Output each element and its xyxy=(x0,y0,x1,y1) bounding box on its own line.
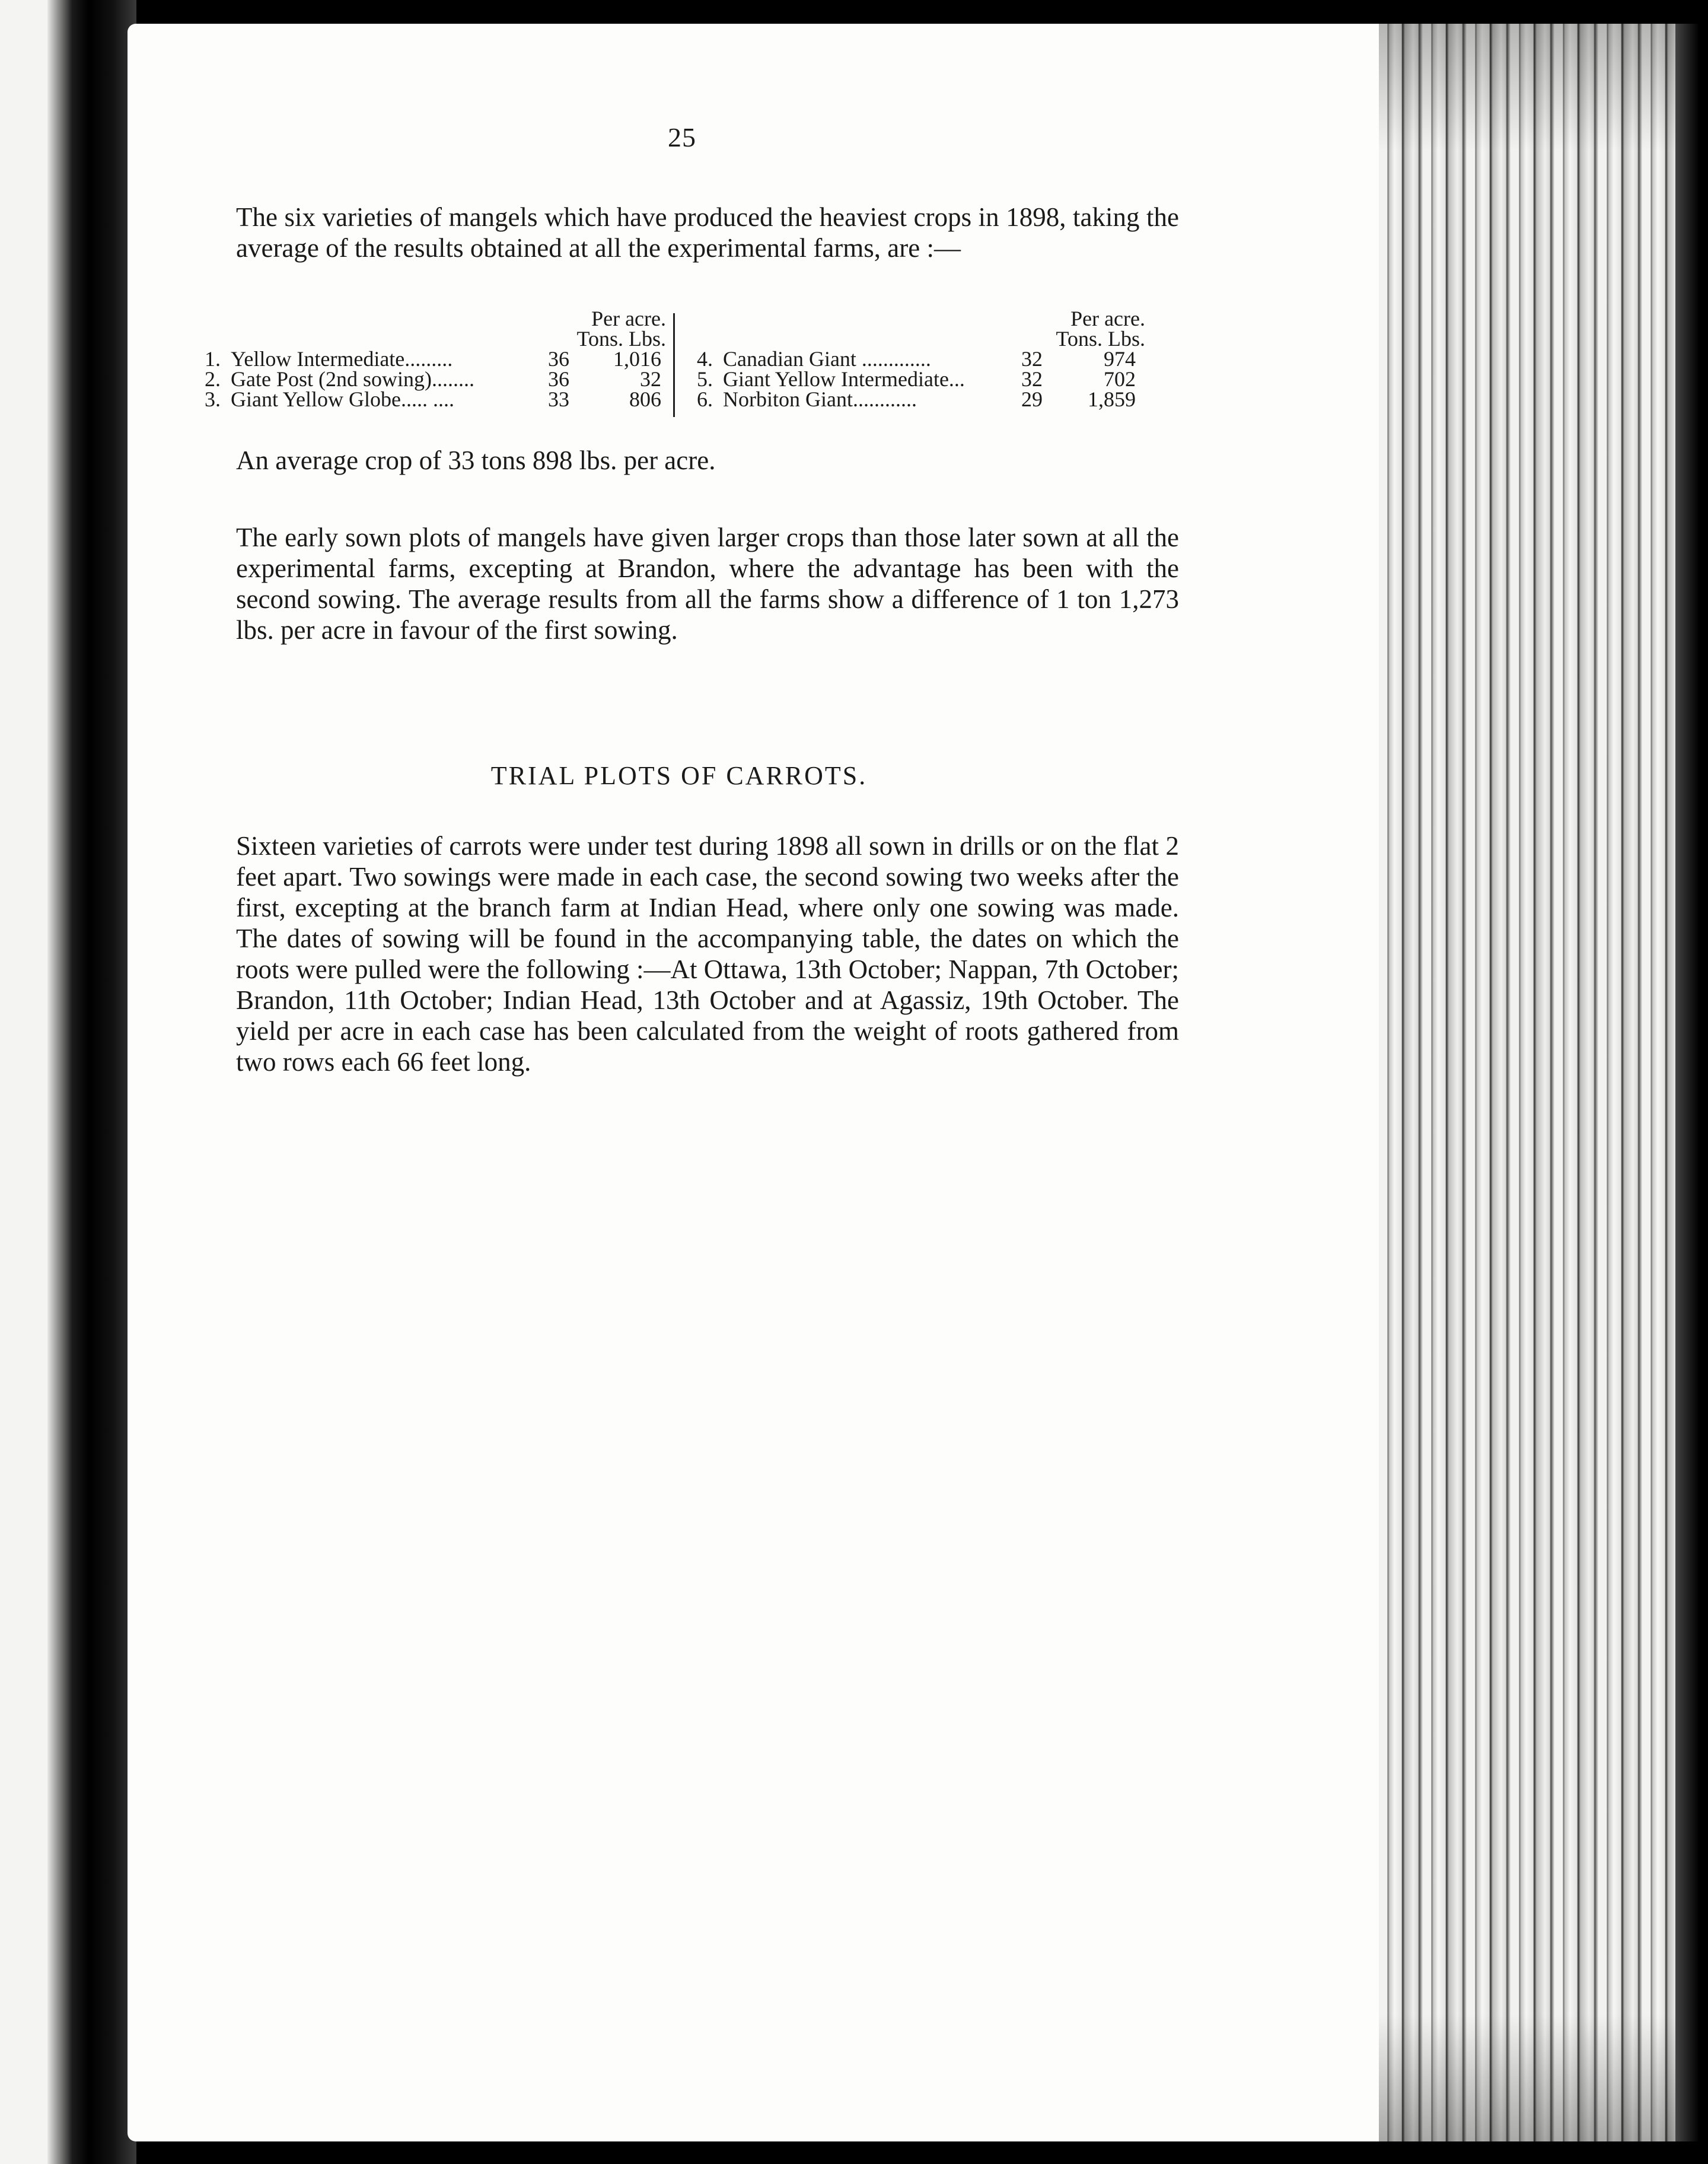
column-subheader: Tons. Lbs. xyxy=(576,327,666,351)
row-number: 5. xyxy=(697,367,713,391)
sowing-paragraph: The early sown plots of mangels have given larger crops than those later sown at all the experimental farms, excepting at Brandon, where the advantage has been with the second sowing. The average results from all the farms show a difference of 1 ton 1,273 lbs. per acre in favour of the first sowing. xyxy=(236,523,1179,645)
lbs-value: 1,016 xyxy=(613,347,661,371)
lbs-value: 806 xyxy=(629,387,661,411)
tons-value: 32 xyxy=(1021,367,1043,391)
facing-page-edge xyxy=(0,0,89,2164)
lbs-value: 702 xyxy=(1104,367,1136,391)
varieties-column-right xyxy=(684,308,1152,419)
lbs-value: 32 xyxy=(640,367,661,391)
page-edges xyxy=(1379,24,1699,2141)
variety-name: Gate Post (2nd sowing)........ xyxy=(231,367,474,391)
table-row xyxy=(684,369,1152,389)
intro-paragraph: The six varieties of mangels which have produced the heaviest crops in 1898, taking the average of the results obtained at all the experimental farms, are :— xyxy=(236,202,1179,263)
section-heading: TRIAL PLOTS OF CARROTS. xyxy=(490,761,868,790)
variety-name: Norbiton Giant............ xyxy=(723,387,917,411)
tons-value: 29 xyxy=(1021,387,1043,411)
table-row xyxy=(684,349,1152,369)
row-number: 4. xyxy=(697,347,713,371)
column-header: Per acre. xyxy=(1070,307,1145,330)
column-subheader: Tons. Lbs. xyxy=(1056,327,1145,351)
tons-value: 36 xyxy=(548,347,569,371)
tons-value: 33 xyxy=(548,387,569,411)
table-row xyxy=(205,349,673,369)
table-row xyxy=(684,389,1152,409)
column-header: Per acre. xyxy=(591,307,666,330)
row-number: 1. xyxy=(205,347,221,371)
lbs-value: 974 xyxy=(1104,347,1136,371)
carrots-paragraph: Sixteen varieties of carrots were under test during 1898 all sown in drills or on the flat 2 feet apart. Two sowings were made in each case, the second sowing two weeks after the first, excepting at the branch farm at Indian Head, where only one sowing was made. The dates of sowing will be found in the accompanying table, the dates on which the roots were pulled were the following :—At Ottawa, 13th October; Nappan, 7th October; Brandon, 11th October; Indian Head, 13th October and at Agassiz, 19th October. The yield per acre in each case has been calculated from the weight of roots gathered from two rows each 66 feet long. xyxy=(236,831,1179,1077)
variety-name: Canadian Giant ............. xyxy=(723,347,931,371)
variety-name: Giant Yellow Intermediate... xyxy=(723,367,965,391)
tons-value: 32 xyxy=(1021,347,1043,371)
table-row xyxy=(205,369,673,389)
varieties-table xyxy=(205,308,1153,419)
lbs-value: 1,859 xyxy=(1088,387,1136,411)
tons-value: 36 xyxy=(548,367,569,391)
average-crop-line: An average crop of 33 tons 898 lbs. per acre. xyxy=(236,445,716,475)
row-number: 2. xyxy=(205,367,221,391)
page-number: 25 xyxy=(668,122,696,152)
variety-name: Giant Yellow Globe..... .... xyxy=(231,387,454,411)
varieties-column-left xyxy=(205,308,673,419)
variety-name: Yellow Intermediate......... xyxy=(231,347,453,371)
row-number: 3. xyxy=(205,387,221,411)
column-divider xyxy=(673,313,675,417)
table-row xyxy=(205,389,673,409)
row-number: 6. xyxy=(697,387,713,411)
